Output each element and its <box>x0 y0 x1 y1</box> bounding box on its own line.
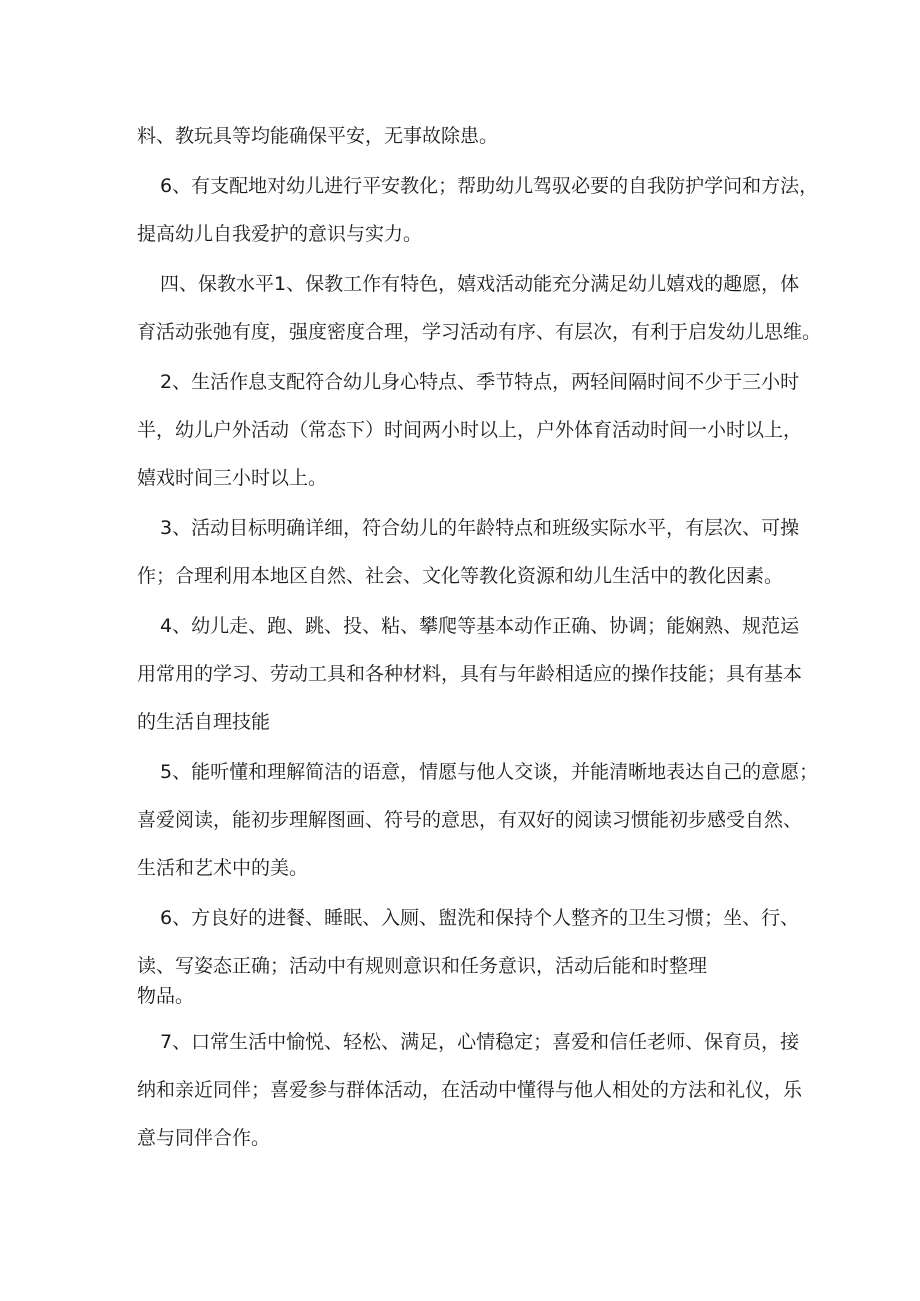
text-line: 育活动张弛有度，强度密度合理，学习活动有序、有层次，有利于启发幼儿思维。 <box>137 321 822 343</box>
text-line: 5、能听懂和理解简洁的语意，情愿与他人交谈，并能清晰地表达自己的意愿； <box>160 761 819 783</box>
text-line: 读、写姿态正确；活动中有规则意识和任务意识，活动后能和时整理 <box>137 955 708 977</box>
text-line: 用常用的学习、劳动工具和各种材料，具有与年龄相适应的操作技能；具有基本 <box>137 663 803 685</box>
text-line: 4、幼儿走、跑、跳、投、粘、攀爬等基本动作正确、协调；能娴熟、规范运 <box>160 615 800 637</box>
text-line: 纳和亲近同伴；喜爱参与群体活动，在活动中懂得与他人相处的方法和礼仪，乐 <box>137 1079 803 1101</box>
text-line: 6、方良好的进餐、睡眠、入厕、盥洗和保持个人整齐的卫生习惯；坐、行、 <box>160 907 800 929</box>
text-line: 半，幼儿户外活动（常态下）时间两小时以上，户外体育活动时间一小时以上， <box>137 419 803 441</box>
text-line: 3、活动目标明确详细，符合幼儿的年龄特点和班级实际水平，有层次、可操 <box>160 517 800 539</box>
text-line: 料、教玩具等均能确保平安，无事故除患。 <box>137 125 499 147</box>
text-line: 7、口常生活中愉悦、轻松、满足，心情稳定；喜爱和信任老师、保育员，接 <box>160 1031 800 1053</box>
text-line: 作；合理利用本地区自然、社会、文化等教化资源和幼儿生活中的教化因素。 <box>137 565 784 587</box>
text-line: 物品。 <box>137 985 195 1007</box>
text-line: 的生活自理技能 <box>137 711 271 733</box>
text-line: 四、保教水平1、保教工作有特色，嬉戏活动能充分满足幼儿嬉戏的趣愿，体 <box>160 273 800 295</box>
text-line: 6、有支配地对幼儿进行平安教化；帮助幼儿驾驭必要的自我防护学问和方法， <box>160 175 819 197</box>
text-line: 提高幼儿自我爱护的意识与实力。 <box>137 223 423 245</box>
text-line: 2、生活作息支配符合幼儿身心特点、季节特点，两轻间隔时间不少于三小时 <box>160 371 800 393</box>
text-line: 喜爱阅读，能初步理解图画、符号的意思，有双好的阅读习惯能初步感受自然、 <box>137 809 803 831</box>
text-line: 嬉戏时间三小时以上。 <box>137 467 328 489</box>
text-line: 生活和艺术中的美。 <box>137 857 309 879</box>
text-line: 意与同伴合作。 <box>137 1127 271 1149</box>
